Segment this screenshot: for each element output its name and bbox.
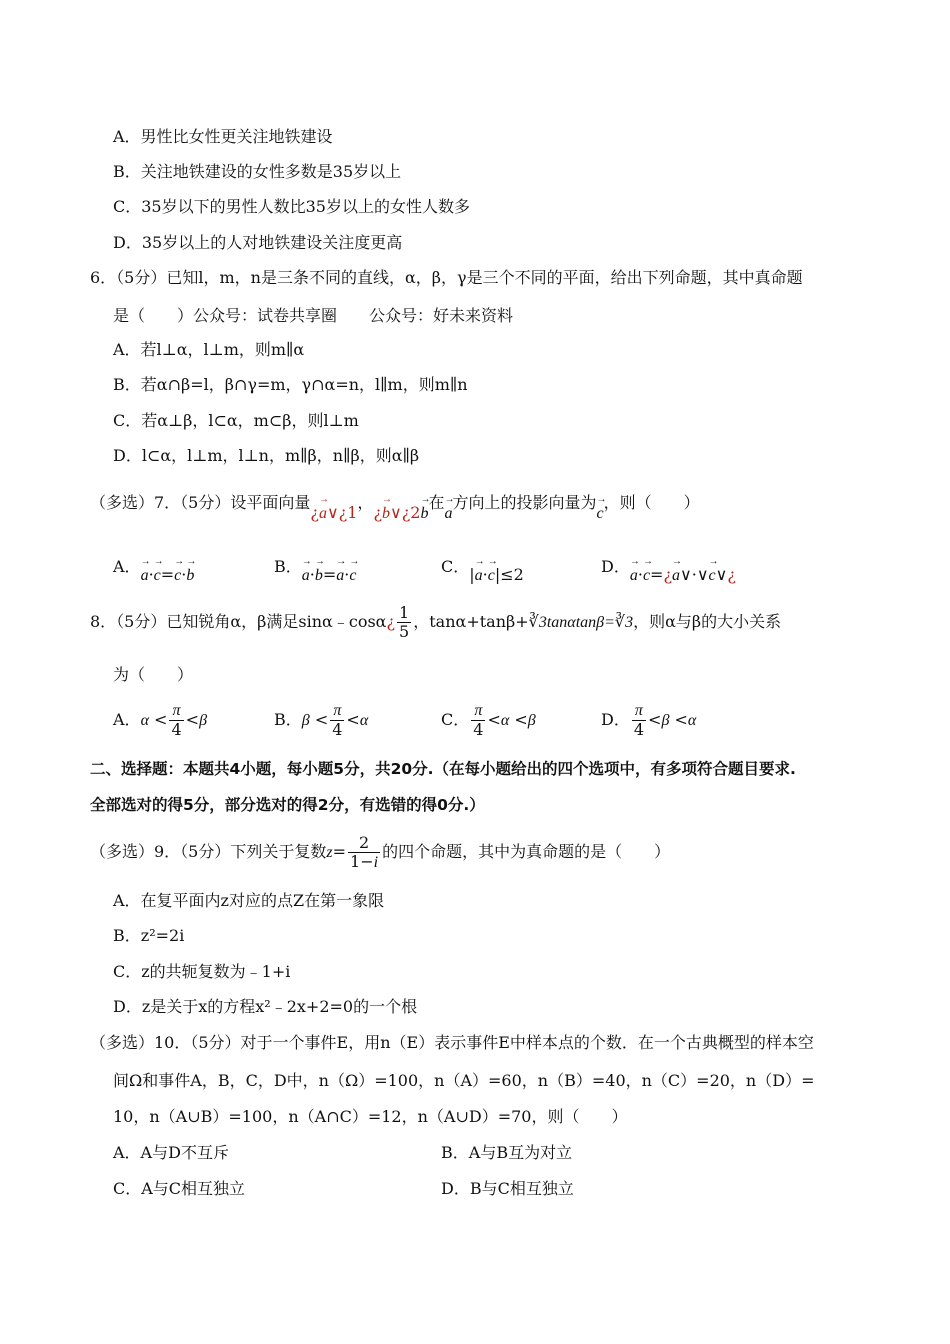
q7-vec-c: → c [597,503,604,522]
q6-option-c: C．若α⊥β，l⊂α，m⊂β，则l⊥m [113,411,359,430]
q7-prefix: （多选）7．（5分）设平面向量 [90,493,311,512]
q8-suffix: ，则α与β的大小关系 [633,612,782,631]
q6-option-d: D．l⊂α，l⊥m，l⊥n，m∥β，n∥β，则α∥β [113,446,420,465]
q8-option-a: A．α < $\frac{\pi}{4}$ <β [113,702,208,739]
q9-option-b: B．z²=2i [113,926,185,945]
q8-option-d: D． $\frac{\pi}{4}$ <β <α [601,702,697,739]
q6-stem-line2: 是（ ）公众号：试卷共享圈 公众号：好未来资料 [113,306,514,325]
q9-suffix: 的四个命题，其中为真命题的是（ ） [382,842,671,861]
q5-option-d: D．35岁以上的人对地铁建设关注度更高 [113,233,403,252]
q7-option-d: D．→ a·→ c=¿→ a∨·∨→ c∨¿ [601,548,736,582]
q8-stem-line2: 为（ ） [113,665,194,684]
q5-option-a: A．男性比女性更关注地铁建设 [113,127,333,146]
q9-option-d: D．z是关于x的方程x²﹣2x+2=0的一个根 [113,997,418,1016]
q7-option-a: A．→ a·→ c=→ c·→ b [113,548,194,582]
q8-mid: ，tanα+tanβ+ [413,612,529,631]
q7-option-b: B．→ a·→ b=→ a·→ c [274,548,356,582]
q6-stem-line1: 6．（5分）已知l，m，n是三条不同的直线，α，β，γ是三个不同的平面，给出下列命题，其中真命题 [90,268,803,287]
q8-prefix: 8．（5分）已知锐角α，β满足sinα﹣cosα [90,612,387,631]
q10-option-a: A．A与D不互斥 [113,1143,229,1162]
q7-option-c: C．|→ a·→ c|≤2 [441,548,524,582]
q9-option-a: A．在复平面内z对应的点Z在第一象限 [113,891,385,910]
q7-suffix: ，则（ ） [603,493,700,512]
q6-option-b: B．若α∩β=l，β∩γ=m，γ∩α=n，l∥m，则m∥n [113,375,468,394]
q10-option-c: C．A与C相互独立 [113,1179,246,1198]
q7-stem [90,484,700,522]
q5-option-b: B．关注地铁建设的女性多数是35岁以上 [113,162,402,181]
q7-vec-a: → a [445,503,453,522]
q8-option-c: C． $\frac{\pi}{4}$ <α <β [441,702,536,739]
q9-stem: （多选）9．（5分）下列关于复数z= $\frac{2}{1-i}$ 的四个命题，其中为真命题的是（ ） [90,832,671,871]
q9-option-c: C．z的共轭复数为﹣1+i [113,962,291,981]
q10-option-d: D．B与C相互独立 [441,1179,574,1198]
section2-heading-line2: 全部选对的得5分，部分选对的得2分，有选错的得0分.） [90,796,485,814]
q7-mid2: 在 [428,493,445,512]
q10-stem-line2: 间Ω和事件A，B，C，D中，n（Ω）=100，n（A）=60，n（B）=40，n（C）=20，n（D）= [113,1071,815,1090]
q8-root-expr: ∛3tanαtanβ=∛3 [528,614,634,631]
q7-vec-a-magnitude: ¿→ a∨¿1 [310,503,357,522]
q8-fraction-one-fifth: $\frac{1}{5}$ [399,603,410,641]
q7-vec-b-magnitude: ¿→ b∨¿2 [373,503,420,522]
q6-option-a: A．若l⊥α，l⊥m，则m∥α [113,340,305,359]
q8-stem: 8．（5分）已知锐角α，β满足sinα﹣cosα¿ $\frac{1}{5}$ ，tanα+tanβ+∛3tanαtanβ=∛3，则α与β的大小关系 [90,603,782,641]
section2-heading-line1: 二、选择题：本题共4小题，每小题5分，共20分.（在每小题给出的四个选项中，有多项符合题目要求. [90,760,796,778]
q10-stem-line1: （多选）10．（5分）对于一个事件E，用n（E）表示事件E中样本点的个数．在一个古典概型的样本空 [90,1033,814,1052]
q7-sep: ， [357,493,374,512]
q9-fraction: $\frac{2}{1-i}$ [350,832,379,871]
q10-option-b: B．A与B互为对立 [441,1143,573,1162]
q7-mid3: 方向上的投影向量为 [452,493,597,512]
q9-prefix: （多选）9．（5分）下列关于复数 [90,842,327,861]
q5-option-c: C．35岁以下的男性人数比35岁以上的女性人数多 [113,197,470,216]
q7-vec-b: → b [420,503,428,522]
q10-stem-line3: 10，n（A∪B）=100，n（A∩C）=12，n（A∪D）=70，则（ ） [113,1107,628,1126]
q8-option-b: B．β < $\frac{\pi}{4}$ <α [274,702,369,739]
